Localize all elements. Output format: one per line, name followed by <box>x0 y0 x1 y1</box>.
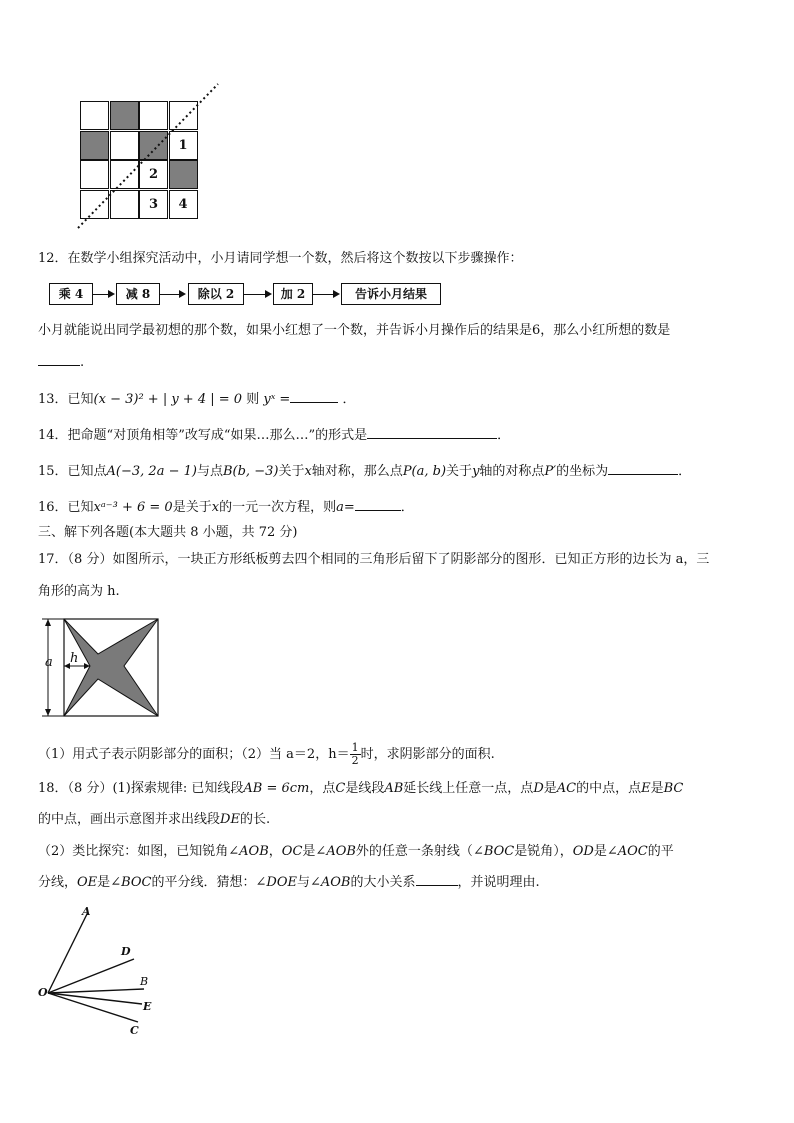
fig-label-a: a <box>45 655 53 670</box>
grid-cell: 1 <box>169 131 198 160</box>
label-O: O <box>38 986 48 999</box>
section-heading: 三、解下列各题(本大题共 8 小题，共 72 分) <box>38 525 298 540</box>
q17-sub: （1）用式子表示阴影部分的面积；（2）当 a＝2，h＝ $\frac{1}{2}$ 时，求阴影部分的面积. <box>38 741 495 767</box>
answer-blank[interactable] <box>290 390 338 403</box>
flow-arrow-icon <box>160 294 184 295</box>
q15: 15．已知点A(−3, 2a − 1)与点B(b, −3)关于x轴对称，那么点P(a, b)关于y轴的对称点P′的坐标为 ． <box>38 464 692 479</box>
q18-line4: 分线，OE是∠BOC的平分线．猜想：∠DOE与∠AOB的大小关系 ，并说明理由. <box>38 875 540 890</box>
flow-step-1: 乘 4 <box>49 283 93 305</box>
flow-step-5: 告诉小月结果 <box>341 283 441 305</box>
answer-blank[interactable] <box>608 462 678 475</box>
grid-diagonal-line <box>70 78 230 238</box>
q13-expr: (x − 3)² + | y + 4 | = 0 <box>93 392 243 407</box>
q13: 13．已知(x − 3)² + | y + 4 | = 0 则 yˣ = ． <box>38 392 356 407</box>
grid-cell: 2 <box>139 160 168 189</box>
q16: 16．已知xᵃ⁻³ + 6 = 0是关于x的一元一次方程，则a= ． <box>38 500 414 515</box>
q18-line3: （2）类比探究：如图，已知锐角∠AOB，OC是∠AOB外的任意一条射线（∠BOC是锐角），OD是∠AOC的平 <box>38 844 674 859</box>
q14: 14．把命题“对顶角相等”改写成“如果…那么…”的形式是 ． <box>38 428 511 443</box>
q17-line1: 17．（8 分）如图所示，一块正方形纸板剪去四个相同的三角形后留下了阴影部分的图形．已知正方形的边长为 a，三 <box>38 552 710 567</box>
answer-blank[interactable] <box>367 426 497 439</box>
label-C: C <box>130 1024 139 1037</box>
answer-blank[interactable] <box>355 498 401 511</box>
flow-step-4: 加 2 <box>273 283 313 305</box>
label-D: D <box>121 945 131 958</box>
flow-arrow-icon <box>93 294 113 295</box>
q12-text: 12．在数学小组探究活动中，小月请同学想一个数，然后将这个数按以下步骤操作： <box>38 251 523 266</box>
fig-label-h: h <box>70 651 79 666</box>
flow-arrow-icon <box>244 294 270 295</box>
answer-blank[interactable] <box>38 353 80 366</box>
q12-line2: 小月就能说出同学最初想的那个数，如果小红想了一个数，并告诉小月操作后的结果是6，那么小红所想的数是 <box>38 323 671 338</box>
flow-step-2: 减 8 <box>116 283 160 305</box>
q17-line2: 角形的高为 h. <box>38 584 120 599</box>
label-A: A <box>82 905 91 918</box>
fraction-half: $\frac{1}{2}$ <box>351 741 359 767</box>
angle-rays-figure <box>36 900 166 1040</box>
answer-blank[interactable] <box>416 873 458 886</box>
grid-cell: 3 <box>139 190 168 219</box>
flow-arrow-icon <box>313 294 338 295</box>
flow-step-3: 除以 2 <box>188 283 244 305</box>
label-E: E <box>143 1000 152 1013</box>
q18-line2: 的中点，画出示意图并求出线段DE的长. <box>38 812 271 827</box>
label-B: B <box>140 975 149 988</box>
star-square-figure <box>38 614 166 720</box>
q18-line1: 18．（8 分）(1)探索规律: 已知线段AB = 6cm，点C是线段AB延长线上任意一点，点D是AC的中点，点E是BC <box>38 781 684 796</box>
grid-cell: 4 <box>169 190 198 219</box>
q12-answer: . <box>38 353 84 372</box>
